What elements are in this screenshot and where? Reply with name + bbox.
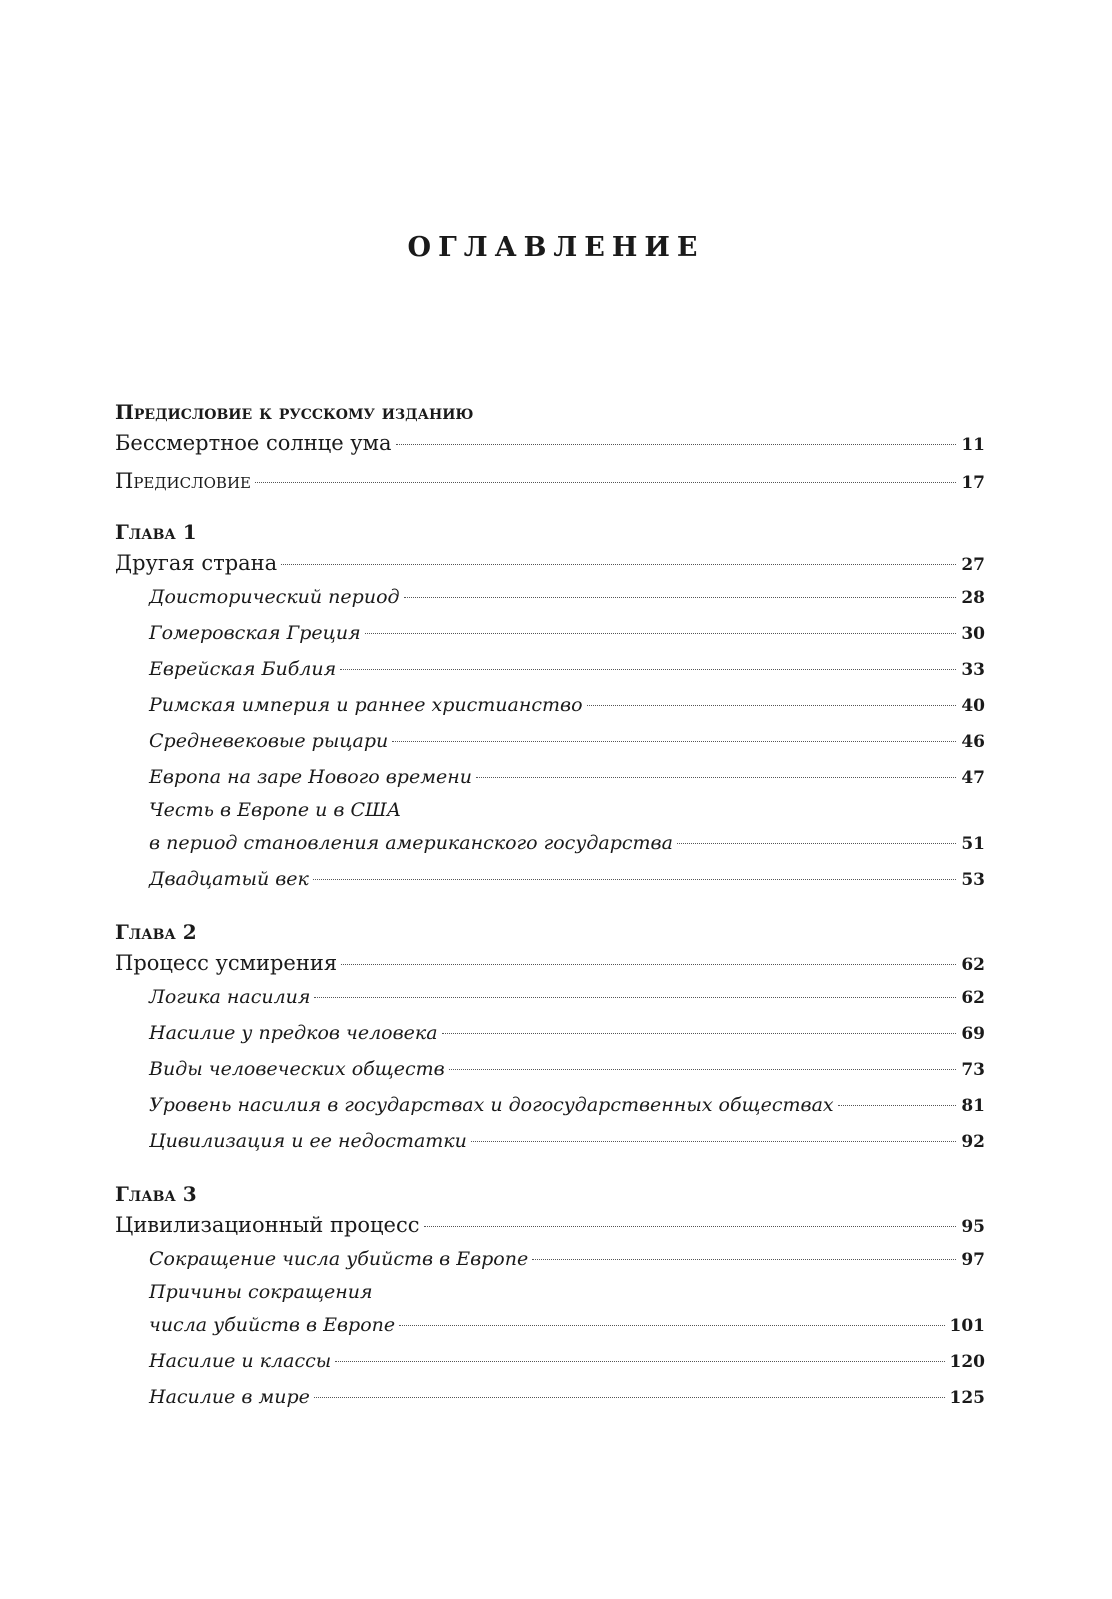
entry-page: 28	[961, 588, 985, 608]
entry-label: числа убийств в Европе	[149, 1314, 396, 1336]
entry-label: Насилие у предков человека	[149, 1022, 438, 1044]
entry-label: Гомеровская Греция	[149, 622, 361, 644]
chapter-heading: Глава 1	[115, 520, 197, 544]
entry-page: 81	[961, 1096, 985, 1116]
entry-page: 17	[961, 473, 985, 493]
entry-label: Римская империя и раннее христианство	[149, 694, 583, 716]
entry-page: 92	[961, 1132, 985, 1152]
preface-ru-heading: Предисловие к русскому изданию	[115, 400, 474, 424]
entry-page: 62	[961, 955, 985, 975]
toc-entry-section[interactable]	[115, 979, 985, 1015]
entry-page: 11	[961, 435, 985, 455]
entry-page: 120	[949, 1352, 985, 1372]
toc-entry-preface[interactable]	[115, 465, 985, 497]
toc-entry-section[interactable]	[115, 1379, 985, 1415]
toc-entry-section[interactable]	[115, 759, 985, 795]
entry-label: Сокращение числа убийств в Европе	[149, 1248, 529, 1270]
toc-entry-section[interactable]	[115, 1051, 985, 1087]
leader-dots	[341, 964, 956, 965]
leader-dots	[335, 1361, 944, 1362]
entry-label-line1: Честь в Европе и в США	[149, 799, 402, 821]
entry-page: 97	[961, 1250, 985, 1270]
entry-page: 33	[961, 660, 985, 680]
leader-dots	[471, 1141, 956, 1142]
entry-label: Другая страна	[115, 551, 278, 575]
page-title: ОГЛАВЛЕНИЕ	[407, 232, 705, 263]
entry-label: Цивилизация и ее недостатки	[149, 1130, 467, 1152]
toc-entry-section[interactable]	[115, 687, 985, 723]
entry-label-line1: Причины сокращения	[149, 1281, 373, 1303]
leader-dots	[314, 997, 956, 998]
entry-page: 69	[961, 1024, 985, 1044]
leader-dots	[587, 705, 957, 706]
entry-page: 95	[961, 1217, 985, 1237]
leader-dots	[340, 669, 956, 670]
toc-entry-preface-ru[interactable]	[115, 427, 985, 459]
leader-dots	[404, 597, 957, 598]
chapter-heading: Глава 3	[115, 1182, 197, 1206]
toc-entry-section[interactable]	[115, 579, 985, 615]
entry-page: 62	[961, 988, 985, 1008]
entry-label: Предисловие	[115, 469, 251, 493]
entry-label: в период становления американского государства	[149, 832, 673, 854]
entry-label: Еврейская Библия	[149, 658, 337, 680]
leader-dots	[392, 741, 956, 742]
leader-dots	[838, 1105, 957, 1106]
entry-label: Двадцатый век	[149, 868, 309, 890]
entry-page: 53	[961, 870, 985, 890]
entry-label: Насилие в мире	[149, 1386, 310, 1408]
toc-entry-section[interactable]	[115, 1307, 985, 1343]
entry-page: 47	[961, 768, 985, 788]
entry-label: Бессмертное солнце ума	[115, 431, 392, 455]
leader-dots	[424, 1226, 957, 1227]
entry-page: 73	[961, 1060, 985, 1080]
toc-entry-chapter-title[interactable]	[115, 547, 985, 579]
toc-entry-section[interactable]	[115, 651, 985, 687]
entry-page: 27	[961, 555, 985, 575]
leader-dots	[399, 1325, 944, 1326]
entry-label: Уровень насилия в государствах и догосударственных обществах	[149, 1094, 834, 1116]
entry-label: Насилие и классы	[149, 1350, 332, 1372]
entry-label: Цивилизационный процесс	[115, 1213, 420, 1237]
leader-dots	[281, 564, 956, 565]
toc-entry-section[interactable]	[115, 825, 985, 861]
leader-dots	[396, 444, 957, 445]
entry-page: 30	[961, 624, 985, 644]
entry-page: 40	[961, 696, 985, 716]
toc-entry-section[interactable]	[115, 723, 985, 759]
toc-entry-section[interactable]	[115, 615, 985, 651]
entry-page: 125	[949, 1388, 985, 1408]
entry-label: Виды человеческих обществ	[149, 1058, 445, 1080]
toc-entry-section[interactable]	[115, 1241, 985, 1277]
toc-entry-section[interactable]	[115, 1123, 985, 1159]
entry-label: Средневековые рыцари	[149, 730, 389, 752]
entry-page: 51	[961, 834, 985, 854]
leader-dots	[442, 1033, 957, 1034]
leader-dots	[314, 1397, 945, 1398]
leader-dots	[532, 1259, 956, 1260]
entry-label: Доисторический период	[149, 586, 400, 608]
entry-label: Логика насилия	[149, 986, 311, 1008]
leader-dots	[313, 879, 956, 880]
entry-page: 46	[961, 732, 985, 752]
leader-dots	[255, 482, 956, 483]
leader-dots	[449, 1069, 957, 1070]
toc-entry-chapter-title[interactable]	[115, 1209, 985, 1241]
leader-dots	[476, 777, 956, 778]
table-of-contents	[115, 397, 985, 1415]
entry-label: Процесс усмирения	[115, 951, 338, 975]
toc-entry-section[interactable]	[115, 1087, 985, 1123]
entry-page: 101	[949, 1316, 985, 1336]
leader-dots	[365, 633, 957, 634]
toc-entry-section[interactable]	[115, 1343, 985, 1379]
toc-entry-section[interactable]	[115, 1015, 985, 1051]
chapter-heading: Глава 2	[115, 920, 197, 944]
entry-label: Европа на заре Нового времени	[149, 766, 472, 788]
toc-entry-chapter-title[interactable]	[115, 947, 985, 979]
leader-dots	[677, 843, 956, 844]
toc-entry-section[interactable]	[115, 861, 985, 897]
